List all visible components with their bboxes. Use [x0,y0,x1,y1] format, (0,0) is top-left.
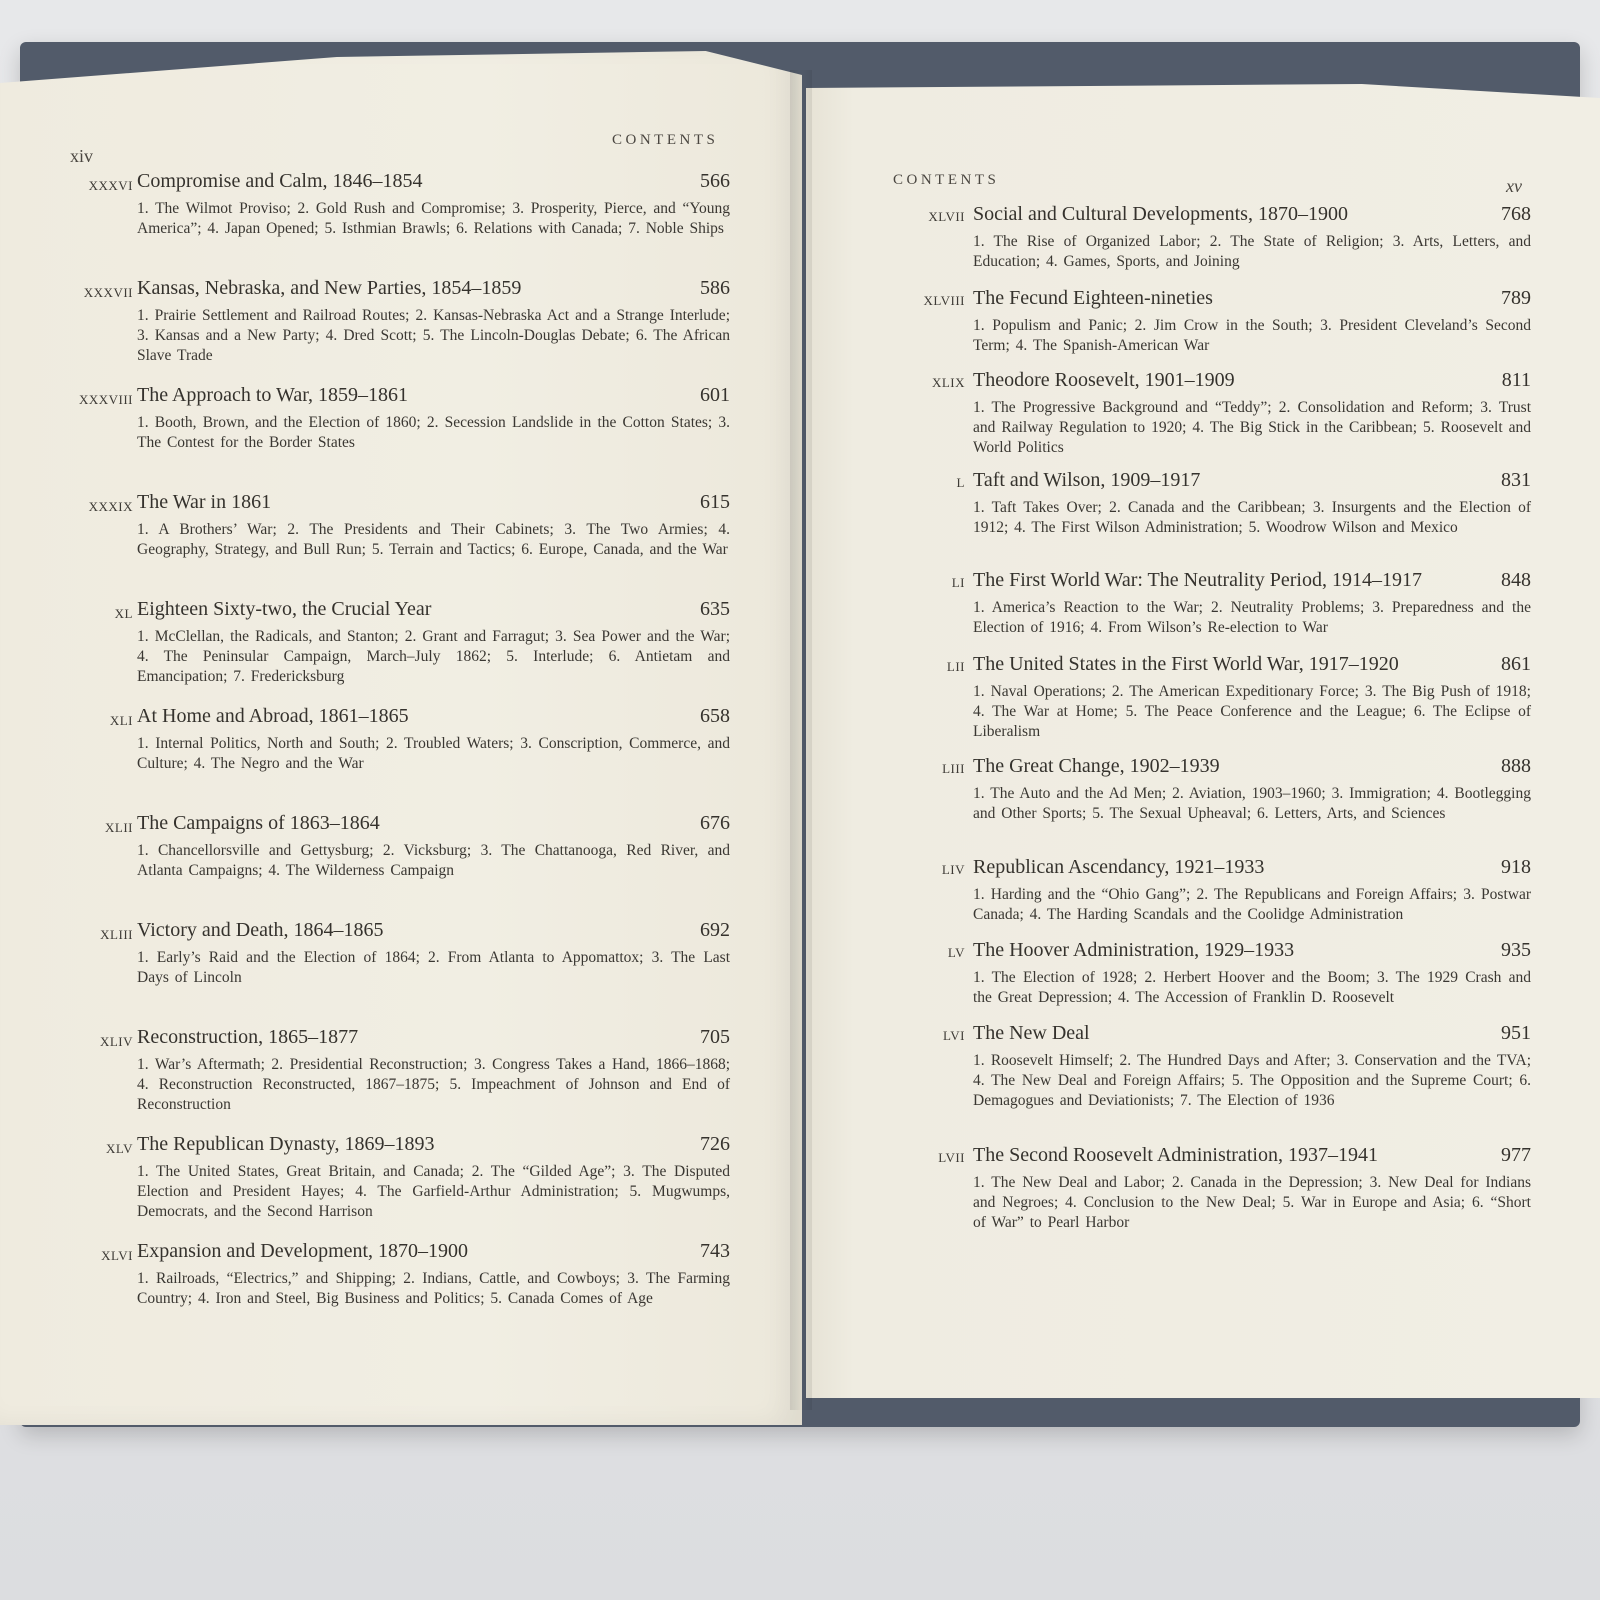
chapter-heading [973,1022,1531,1045]
chapter-sections: 1. The Election of 1928; 2. Herbert Hoover and the Boom; 3. The 1929 Crash and the Great Depression; 4. The Accession of Franklin D. Roosevelt [973,969,1531,1006]
chapter-title[interactable]: Taft and Wilson, 1909–1917 [973,469,1201,491]
toc-entry-li[interactable] [895,569,1531,653]
chapter-title[interactable]: Eighteen Sixty-two, the Crucial Year [137,598,432,620]
chapter-number: LI [951,575,965,590]
chapter-number: XLVII [928,209,965,224]
toc-entry-xxxviii[interactable] [55,384,730,491]
chapter-page-number: 726 [700,1133,730,1155]
toc-entry-xxxix[interactable] [55,491,730,598]
chapter-number: XLI [109,713,133,728]
chapter-number: XXXIX [88,499,133,514]
toc-entry-xlvii[interactable] [895,203,1531,287]
chapter-title[interactable]: The United States in the First World War, 1917–1920 [973,653,1399,675]
chapter-number: XLVI [101,1248,133,1263]
chapter-number: XLIII [100,927,133,942]
chapter-title[interactable]: The Fecund Eighteen-nineties [973,287,1213,309]
chapter-heading [137,812,730,835]
chapter-number: XLIX [931,375,965,390]
toc-entry-lv[interactable] [895,939,1531,1022]
chapter-number: LVII [938,1150,965,1165]
chapter-title[interactable]: The First World War: The Neutrality Period, 1914–1917 [973,569,1422,591]
chapter-number: LV [947,945,965,960]
toc-entry-xxxvi[interactable] [55,170,730,277]
chapter-number: XLVIII [923,293,965,308]
chapter-page-number: 831 [1501,469,1531,491]
chapter-heading [973,939,1531,962]
chapter-page-number: 768 [1501,203,1531,225]
chapter-heading [973,469,1531,492]
chapter-sections: 1. War’s Aftermath; 2. Presidential Reconstruction; 3. Congress Takes a Hand, 1866–1868; 4. Reconstruction Reconstructed, 1867–1875; 5. Impeachment of Johnson and End of Reconstruction [137,1056,730,1113]
toc-entry-lvi[interactable] [895,1022,1531,1144]
chapter-sections: 1. Naval Operations; 2. The American Expeditionary Force; 3. The Big Push of 1918; 4. The War at Home; 5. The Peace Conference and the League; 6. The Eclipse of Liberalism [973,683,1531,740]
chapter-heading [973,203,1531,226]
chapter-page-number: 789 [1501,287,1531,309]
chapter-title[interactable]: Theodore Roosevelt, 1901–1909 [973,369,1235,391]
chapter-heading [973,653,1531,676]
chapter-heading [137,384,730,407]
chapter-title[interactable]: The Approach to War, 1859–1861 [137,384,409,406]
chapter-sections: 1. Harding and the “Ohio Gang”; 2. The Republicans and Foreign Affairs; 3. Postwar Canada; 4. The Harding Scandals and the Coolidge Administration [973,886,1531,923]
chapter-sections: 1. The United States, Great Britain, and Canada; 2. The “Gilded Age”; 3. The Disputed Election and President Hayes; 4. The Garfield-Arthur Administration; 5. Mugwumps, Democrats, and the Second Harrison [137,1163,730,1220]
chapter-sections: 1. Internal Politics, North and South; 2. Troubled Waters; 3. Conscription, Commerce, and Culture; 4. The Negro and the War [137,735,730,772]
chapter-page-number: 705 [700,1026,730,1048]
chapter-title[interactable]: The Hoover Administration, 1929–1933 [973,939,1295,961]
chapter-title[interactable]: Republican Ascendancy, 1921–1933 [973,856,1265,878]
chapter-page-number: 615 [700,491,730,513]
chapter-title[interactable]: Social and Cultural Developments, 1870–1900 [973,203,1348,225]
chapter-number: XLIV [99,1034,133,1049]
chapter-sections: 1. Booth, Brown, and the Election of 1860; 2. Secession Landslide in the Cotton States; 3. The Contest for the Border States [137,414,730,451]
toc-entry-xliii[interactable] [55,919,730,1026]
chapter-heading [137,1133,730,1156]
toc-entry-xlix[interactable] [895,369,1531,469]
chapter-page-number: 635 [700,598,730,620]
chapter-heading [973,1144,1531,1167]
chapter-heading [137,277,730,300]
chapter-page-number: 951 [1501,1022,1531,1044]
chapter-page-number: 918 [1501,856,1531,878]
chapter-page-number: 848 [1501,569,1531,591]
chapter-page-number: 888 [1501,755,1531,777]
chapter-sections: 1. The New Deal and Labor; 2. Canada in the Depression; 3. New Deal for Indians and Negroes; 4. Conclusion to the New Deal; 5. War in Europe and Asia; 6. “Short of War” to Pearl Harbor [973,1174,1531,1231]
chapter-heading [973,569,1531,592]
chapter-number: LII [946,659,965,674]
chapter-number: LIII [942,761,965,776]
chapter-number: XL [114,606,133,621]
toc-entry-liii[interactable] [895,755,1531,856]
toc-entry-lii[interactable] [895,653,1531,755]
chapter-page-number: 658 [700,705,730,727]
chapter-title[interactable]: The Second Roosevelt Administration, 1937–1941 [973,1144,1378,1166]
chapter-number: XLV [105,1141,133,1156]
chapter-page-number: 692 [700,919,730,941]
toc-entry-xli[interactable] [55,705,730,812]
left-contents-list [55,170,730,1347]
right-page-number: xv [1506,176,1522,196]
chapter-number: XLII [105,820,133,835]
chapter-sections: 1. Roosevelt Himself; 2. The Hundred Days and After; 3. Conservation and the TVA; 4. The New Deal and Foreign Affairs; 5. The Opposition and the Supreme Court; 6. Demagogues and Deviationists; 7. The Election of 1936 [973,1052,1531,1109]
chapter-title[interactable]: Reconstruction, 1865–1877 [137,1026,359,1048]
chapter-heading [137,491,730,514]
chapter-page-number: 743 [700,1240,730,1262]
chapter-heading [137,170,730,193]
left-running-header: CONTENTS [612,132,719,148]
toc-entry-liv[interactable] [895,856,1531,939]
chapter-sections: 1. The Auto and the Ad Men; 2. Aviation, 1903–1960; 3. Immigration; 4. Bootlegging and Other Sports; 5. The Sexual Upheaval; 6. Letters, Arts, and Sciences [973,785,1531,822]
chapter-number: XXXVI [88,178,133,193]
chapter-number: XXXVII [83,285,133,300]
toc-entry-xlii[interactable] [55,812,730,919]
chapter-sections: 1. Populism and Panic; 2. Jim Crow in the South; 3. President Cleveland’s Second Term; 4. The Spanish-American War [973,317,1531,354]
left-page-number: xiv [70,146,94,166]
chapter-number: LIV [941,862,965,877]
chapter-title[interactable]: The Campaigns of 1863–1864 [137,812,380,834]
chapter-title[interactable]: At Home and Abroad, 1861–1865 [137,705,409,727]
chapter-heading [137,1240,730,1263]
toc-entry-xl[interactable] [55,598,730,705]
chapter-page-number: 676 [700,812,730,834]
toc-entry-xlviii[interactable] [895,287,1531,369]
chapter-heading [137,705,730,728]
chapter-number: XXXVIII [78,392,133,407]
chapter-page-number: 566 [700,170,730,192]
chapter-page-number: 586 [700,277,730,299]
chapter-sections: 1. America’s Reaction to the War; 2. Neutrality Problems; 3. Preparedness and the Election of 1916; 4. From Wilson’s Re-election to War [973,599,1531,636]
chapter-page-number: 935 [1501,939,1531,961]
chapter-sections: 1. The Wilmot Proviso; 2. Gold Rush and Compromise; 3. Prosperity, Pierce, and “Young America”; 4. Japan Opened; 5. Isthmian Brawls; 6. Relations with Canada; 7. Noble Ships [137,200,730,237]
chapter-sections: 1. Chancellorsville and Gettysburg; 2. Vicksburg; 3. The Chattanooga, Red River, and Atlanta Campaigns; 4. The Wilderness Campaign [137,842,730,879]
chapter-sections: 1. The Progressive Background and “Teddy”; 2. Consolidation and Reform; 3. Trust and Railway Regulation to 1920; 4. The Big Stick in the Caribbean; 5. Roosevelt and World Politics [973,399,1531,456]
toc-entry-xlv[interactable] [55,1133,730,1240]
chapter-page-number: 601 [700,384,730,406]
chapter-title[interactable]: Expansion and Development, 1870–1900 [137,1240,469,1262]
chapter-page-number: 977 [1501,1144,1531,1166]
chapter-heading [137,598,730,621]
chapter-number: L [956,475,965,490]
chapter-page-number: 861 [1501,653,1531,675]
book-gutter [790,70,812,1410]
right-contents-list [895,203,1531,1244]
chapter-title[interactable]: The Republican Dynasty, 1869–1893 [137,1133,435,1155]
toc-entry-xliv[interactable] [55,1026,730,1133]
chapter-number: LVI [943,1028,965,1043]
chapter-heading [973,287,1531,310]
chapter-title[interactable]: Kansas, Nebraska, and New Parties, 1854–1859 [137,277,522,299]
chapter-sections: 1. Taft Takes Over; 2. Canada and the Caribbean; 3. Insurgents and the Election of 1912; 4. The First Wilson Administration; 5. Woodrow Wilson and Mexico [973,499,1531,536]
chapter-title[interactable]: Victory and Death, 1864–1865 [137,919,384,941]
chapter-title[interactable]: Compromise and Calm, 1846–1854 [137,170,423,192]
toc-entry-xxxvii[interactable] [55,277,730,384]
chapter-sections: 1. Early’s Raid and the Election of 1864; 2. From Atlanta to Appomattox; 3. The Last Days of Lincoln [137,949,730,986]
chapter-sections: 1. Railroads, “Electrics,” and Shipping; 2. Indians, Cattle, and Cowboys; 3. The Farming Country; 4. Iron and Steel, Big Business and Politics; 5. Canada Comes of Age [137,1270,730,1307]
toc-entry-lvii[interactable] [895,1144,1531,1244]
chapter-title[interactable]: The War in 1861 [137,491,272,513]
chapter-page-number: 811 [1501,369,1531,391]
toc-entry-l[interactable] [895,469,1531,569]
toc-entry-xlvi[interactable] [55,1240,730,1347]
chapter-sections: 1. McClellan, the Radicals, and Stanton; 2. Grant and Farragut; 3. Sea Power and the War; 4. The Peninsular Campaign, March–July 1862; 5. Interlude; 6. Antietam and Emancipation; 7. Fredericksburg [137,628,730,685]
chapter-heading [973,755,1531,778]
chapter-heading [973,856,1531,879]
chapter-sections: 1. A Brothers’ War; 2. The Presidents and Their Cabinets; 3. The Two Armies; 4. Geography, Strategy, and Bull Run; 5. Terrain and Tactics; 6. Europe, Canada, and the War [137,521,730,558]
chapter-title[interactable]: The New Deal [973,1022,1090,1044]
chapter-heading [973,369,1531,392]
chapter-heading [137,919,730,942]
chapter-title[interactable]: The Great Change, 1902–1939 [973,755,1220,777]
chapter-sections: 1. The Rise of Organized Labor; 2. The State of Religion; 3. Arts, Letters, and Education; 4. Games, Sports, and Joining [973,233,1531,270]
chapter-heading [137,1026,730,1049]
right-running-header: CONTENTS [893,172,1000,188]
chapter-sections: 1. Prairie Settlement and Railroad Routes; 2. Kansas-Nebraska Act and a Strange Interlude; 3. Kansas and a New Party; 4. Dred Scott; 5. The Lincoln-Douglas Debate; 6. The African Slave Trade [137,307,730,364]
